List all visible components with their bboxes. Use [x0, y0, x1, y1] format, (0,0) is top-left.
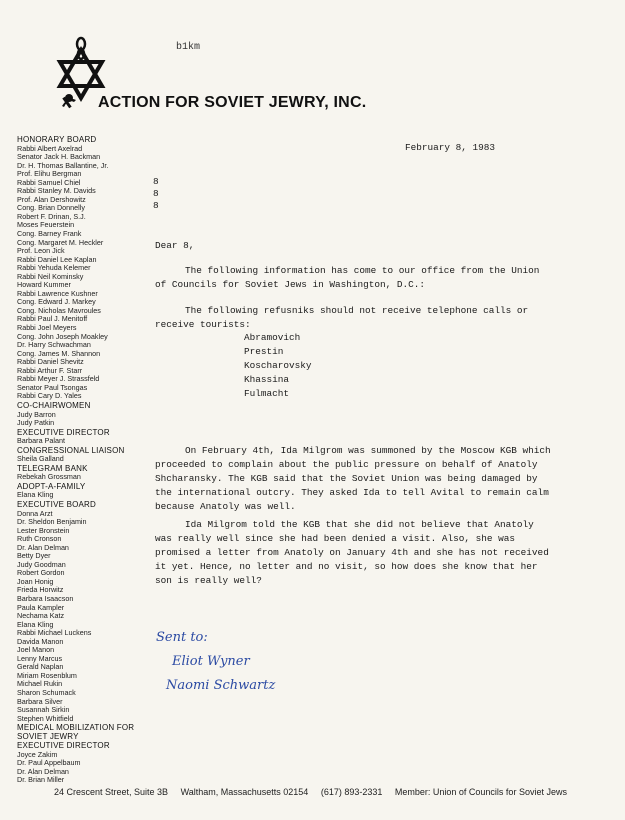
sidebar-member-name: Prof. Leon Jick: [17, 246, 65, 256]
refusnik-name: Fulmacht: [244, 388, 290, 399]
sidebar-member-name: Judy Goodman: [17, 559, 66, 569]
sidebar-member-name: Dr. Sheldon Benjamin: [17, 517, 87, 527]
sidebar-member-name: Joel Manon: [17, 645, 55, 655]
handwritten-note: [152, 626, 275, 698]
sidebar-member-name: Miriam Rosenblum: [17, 670, 77, 680]
handwritten-recipient: Eliot Wyner: [172, 654, 250, 669]
sidebar-member-name: Rebekah Grossman: [17, 472, 81, 482]
sidebar-member-name: Dr. Alan Delman: [17, 766, 69, 776]
sidebar-section-title: EXECUTIVE BOARD: [17, 499, 97, 509]
sidebar-section-title: ADOPT-A-FAMILY: [17, 481, 86, 491]
sidebar-section-title: CONGRESSIONAL LIAISON: [17, 445, 125, 455]
recipient-marks: [153, 176, 159, 212]
sidebar-member-name: Nechama Katz: [17, 611, 65, 621]
sidebar-member-name: Senator Jack H. Backman: [17, 152, 101, 162]
sidebar-member-name: Joan Honig: [17, 576, 54, 586]
sidebar-member-name: Cong. Nicholas Mavroules: [17, 305, 101, 315]
sidebar-member-name: Ruth Cronson: [17, 534, 62, 544]
sidebar-member-name: Cong. Margaret M. Heckler: [17, 237, 104, 247]
sidebar-member-name: Sharon Schumack: [17, 688, 76, 697]
sidebar-member-name: Gerald Naplan: [17, 662, 64, 672]
sidebar-member-name: Judy Patkin: [17, 418, 55, 428]
sidebar-board-list: [17, 135, 155, 785]
sidebar-member-name: Rabbi Daniel Shevitz: [17, 357, 84, 367]
handwritten-recipient: Naomi Schwartz: [166, 678, 276, 693]
sidebar-member-name: Rabbi Michael Luckens: [17, 628, 92, 638]
sidebar-member-name: Cong. James M. Shannon: [17, 348, 101, 358]
sidebar-member-name: Lester Bronstein: [17, 525, 70, 535]
paragraph-milgrom-reply: Ida Milgrom told the KGB that she did not believe that Anatoly was really well since she had been denied a visit. Also, she was promised a letter from Anatoly on January 4th and she has not received it yet. Hence, no letter and no visit, so how does she know that her son is really well?: [155, 519, 549, 586]
sidebar-member-name: Rabbi Meyer J. Strassfeld: [17, 374, 100, 384]
footer-phone: (617) 893-2331: [320, 787, 383, 797]
sidebar-section: [17, 483, 155, 500]
sidebar-member-name: Rabbi Joel Meyers: [17, 323, 77, 333]
sidebar-section: [17, 742, 155, 785]
sidebar-member-name: Rabbi Lawrence Kushner: [17, 288, 98, 298]
paragraph-kgb-summons: On February 4th, Ida Milgrom was summoned by the Moscow KGB which proceeded to complain about the public pressure on behalf of Anatoly Shcharansky. The KGB said that the Soviet Union was being damaged by the international outcry. They asked Ida to tell Avital to remain calm because Anatoly was well.: [155, 445, 551, 512]
recipient-mark: 8: [153, 200, 159, 211]
footer-address: [54, 787, 594, 797]
sidebar-member-name: Dr. H. Thomas Ballantine, Jr.: [17, 160, 109, 170]
sidebar-section-title: MEDICAL MOBILIZATION FOR SOVIET JEWRY: [17, 723, 135, 741]
sidebar-member-name: Frieda Horwitz: [17, 585, 64, 595]
sidebar-section-title: EXECUTIVE DIRECTOR: [17, 741, 110, 751]
sidebar-member-name: Joyce Zakim: [17, 749, 58, 759]
refusnik-name: Khassina: [244, 374, 290, 385]
refusnik-list: [244, 331, 312, 401]
sidebar-member-name: Rabbi Stanley M. Davids: [17, 186, 96, 196]
refusnik-name: Prestin: [244, 346, 284, 357]
sidebar-member-name: Rabbi Samuel Chiel: [17, 177, 81, 187]
sidebar-member-name: Barbara Isaacson: [17, 593, 74, 603]
sidebar-member-name: Rabbi Paul J. Menitoff: [17, 314, 88, 324]
footer-member: Member: Union of Councils for Soviet Jews: [394, 787, 567, 797]
sidebar-member-name: Rabbi Albert Axelrad: [17, 143, 83, 153]
sidebar-member-name: Rabbi Cary D. Yales: [17, 391, 82, 401]
sidebar-member-name: Rabbi Daniel Lee Kaplan: [17, 254, 97, 264]
sidebar-member-name: Barbara Palant: [17, 436, 65, 446]
organization-name: ACTION FOR SOVIET JEWRY, INC.: [98, 94, 367, 111]
sidebar-section-title: EXECUTIVE DIRECTOR: [17, 427, 110, 437]
sidebar-member-name: Moses Feuerstein: [17, 220, 75, 230]
sidebar-section: [17, 402, 155, 428]
sidebar-member-name: Susannah Sirkin: [17, 705, 70, 715]
sidebar-member-name: Prof. Elihu Bergman: [17, 169, 82, 179]
sidebar-section: [17, 429, 155, 446]
sidebar-section: [17, 447, 155, 464]
sidebar-member-name: Stephen Whitfield: [17, 713, 74, 723]
letter-date: February 8, 1983: [405, 142, 496, 153]
sidebar-member-name: Cong. John Joseph Moakley: [17, 331, 108, 341]
sidebar-member-name: Michael Rukin: [17, 679, 63, 689]
sidebar-member-name: Rabbi Arthur F. Starr: [17, 365, 83, 375]
sidebar-member-name: Paula Kampler: [17, 602, 65, 612]
sidebar-section-title: CO-CHAIRWOMEN: [17, 400, 91, 410]
sidebar-member-name: Elana Kling: [17, 490, 54, 500]
sidebar-member-name: Robert F. Drinan, S.J.: [17, 211, 86, 221]
handwritten-sent-to: Sent to:: [156, 630, 208, 645]
refusnik-name: Abramovich: [244, 332, 301, 343]
sidebar-member-name: Cong. Barney Frank: [17, 229, 82, 239]
sidebar-member-name: Robert Gordon: [17, 568, 65, 578]
sidebar-member-name: Dr. Paul Appelbaum: [17, 758, 81, 768]
reference-code: b1km: [176, 42, 201, 53]
sidebar-member-name: Davida Manon: [17, 636, 64, 646]
sidebar-section: [17, 136, 155, 401]
sidebar-section-title: TELEGRAM BANK: [17, 463, 88, 473]
sidebar-member-name: Sheila Galland: [17, 454, 64, 464]
salutation: Dear 8,: [155, 240, 195, 251]
sidebar-member-name: Rabbi Yehuda Kelemer: [17, 263, 91, 273]
sidebar-member-name: Dr. Brian Miller: [17, 775, 65, 785]
sidebar-member-name: Dr. Alan Delman: [17, 542, 69, 552]
sidebar-member-name: Cong. Edward J. Markey: [17, 297, 96, 307]
sidebar-member-name: Prof. Alan Dershowitz: [17, 194, 86, 204]
sidebar-member-name: Senator Paul Tsongas: [17, 382, 88, 392]
sidebar-member-name: Elana Kling: [17, 619, 54, 629]
sidebar-member-name: Dr. Harry Schwachman: [17, 340, 91, 350]
sidebar-member-name: Lenny Marcus: [17, 653, 63, 663]
refusnik-name: Koscharovsky: [244, 360, 312, 371]
footer-city: Waltham, Massachusetts 02154: [180, 787, 309, 797]
footer-street: 24 Crescent Street, Suite 3B: [54, 787, 169, 797]
recipient-mark: 8: [153, 176, 159, 187]
paragraph-refusniks: The following refusniks should not receive telephone calls or receive tourists:: [155, 305, 529, 330]
sidebar-member-name: Judy Barron: [17, 409, 56, 419]
recipient-mark: 8: [153, 188, 159, 199]
sidebar-member-name: Rabbi Neil Kominsky: [17, 271, 84, 281]
sidebar-section-title: HONORARY BOARD: [17, 135, 97, 144]
sidebar-member-name: Betty Dyer: [17, 551, 51, 561]
sidebar-member-name: Cong. Brian Donnelly: [17, 203, 85, 213]
sidebar-member-name: Donna Arzt: [17, 508, 53, 518]
sidebar-section: [17, 465, 155, 482]
sidebar-member-name: Howard Kummer: [17, 280, 71, 290]
paragraph-intro: The following information has come to our office from the Union of Councils for Soviet Jews in Washington, D.C.:: [155, 265, 540, 290]
sidebar-section: [17, 724, 155, 741]
sidebar-section: [17, 501, 155, 723]
sidebar-member-name: Barbara Silver: [17, 696, 63, 706]
